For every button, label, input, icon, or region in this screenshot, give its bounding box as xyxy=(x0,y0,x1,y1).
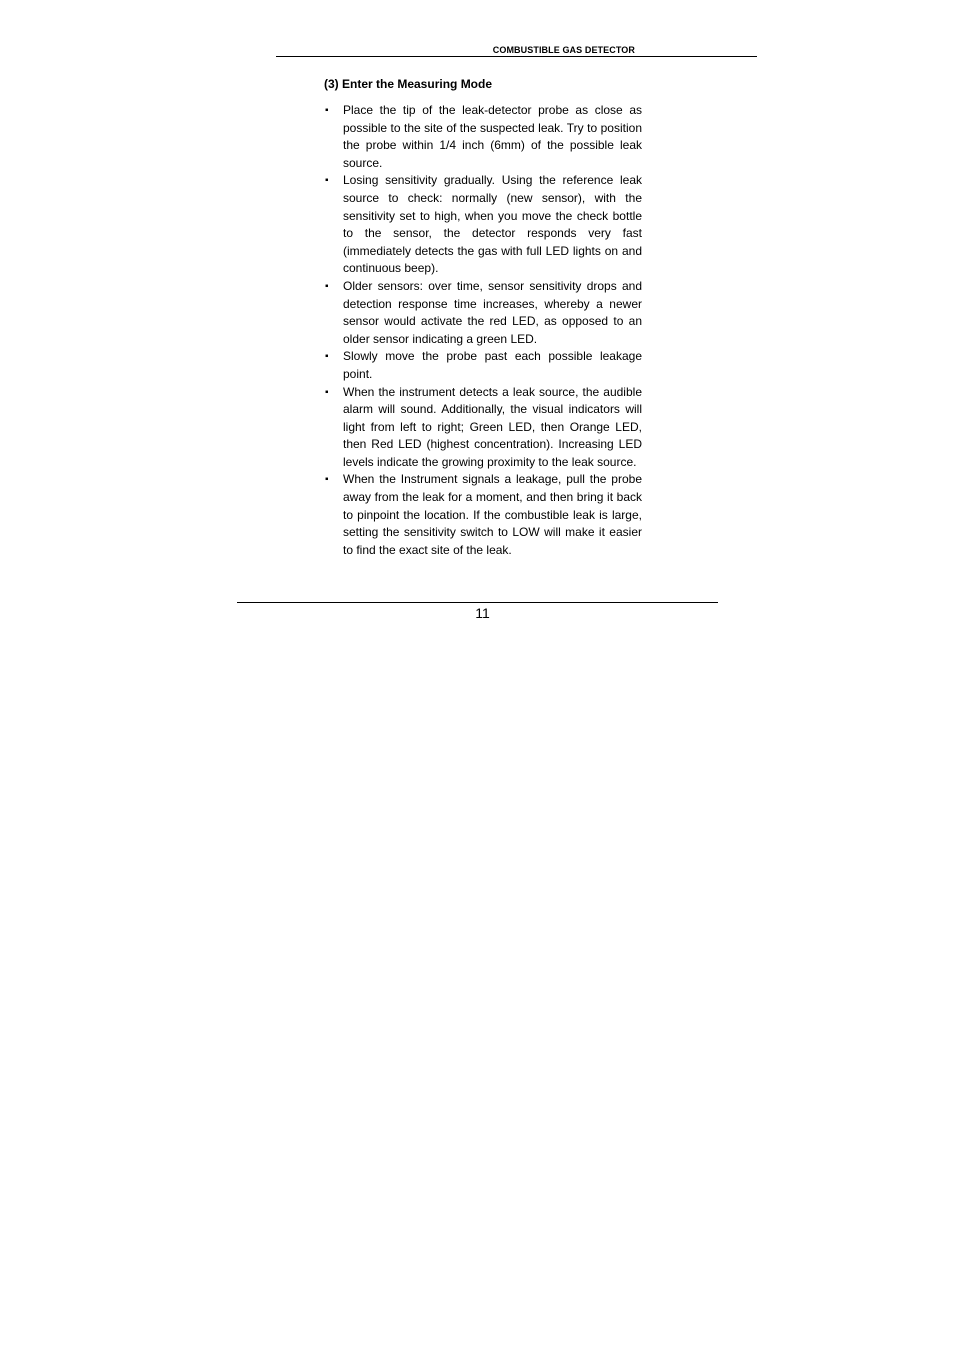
instruction-list xyxy=(324,102,642,559)
list-item-text: When the instrument detects a leak source, the audible alarm will sound. Additionally, the visual indicators will light from left to right; Green LED, then Orange LED, then Red LED (highest concentration). Increasing LED levels indicate the growing proximity to the leak source. xyxy=(343,384,642,469)
page-number: 11 xyxy=(475,605,490,621)
list-item xyxy=(324,102,642,172)
list-item-text: Place the tip of the leak-detector probe as close as possible to the site of the suspected leak. Try to position the probe within 1/4 inch (6mm) of the possible leak source. xyxy=(343,103,642,170)
list-item xyxy=(324,172,642,278)
list-item-text: Slowly move the probe past each possible leakage point. xyxy=(343,349,642,381)
section-heading: (3) Enter the Measuring Mode xyxy=(324,77,493,91)
running-header-title: COMBUSTIBLE GAS DETECTOR xyxy=(492,45,635,55)
bullet-icon: ▪ xyxy=(325,474,329,486)
list-item xyxy=(324,384,642,472)
list-item xyxy=(324,471,642,559)
bullet-icon: ▪ xyxy=(325,280,329,292)
bullet-icon: ▪ xyxy=(325,105,329,116)
bullet-icon: ▪ xyxy=(325,351,329,363)
running-header xyxy=(276,44,757,57)
list-item xyxy=(324,278,642,348)
footer-rule xyxy=(237,602,718,603)
list-item-text: Losing sensitivity gradually. Using the reference leak source to check: normally (new sensor), with the sensitivity set to high, when you move the check bottle to the sensor, the detector responds very fast (immediately detects the gas with full LED lights on and continuous beep). xyxy=(343,173,642,276)
bullet-icon: ▪ xyxy=(325,175,329,187)
list-item-text: Older sensors: over time, sensor sensitivity drops and detection response time increases, whereby a newer sensor would activate the red LED, as opposed to an older sensor indicating a green LED. xyxy=(343,278,642,346)
list-item-text: When the Instrument signals a leakage, pull the probe away from the leak for a moment, and then bring it back to pinpoint the location. If the combustible leak is large, setting the sensitivity switch to LOW will make it easier to find the exact site of the leak. xyxy=(343,472,642,557)
bullet-icon: ▪ xyxy=(325,386,329,398)
list-item xyxy=(324,348,642,383)
